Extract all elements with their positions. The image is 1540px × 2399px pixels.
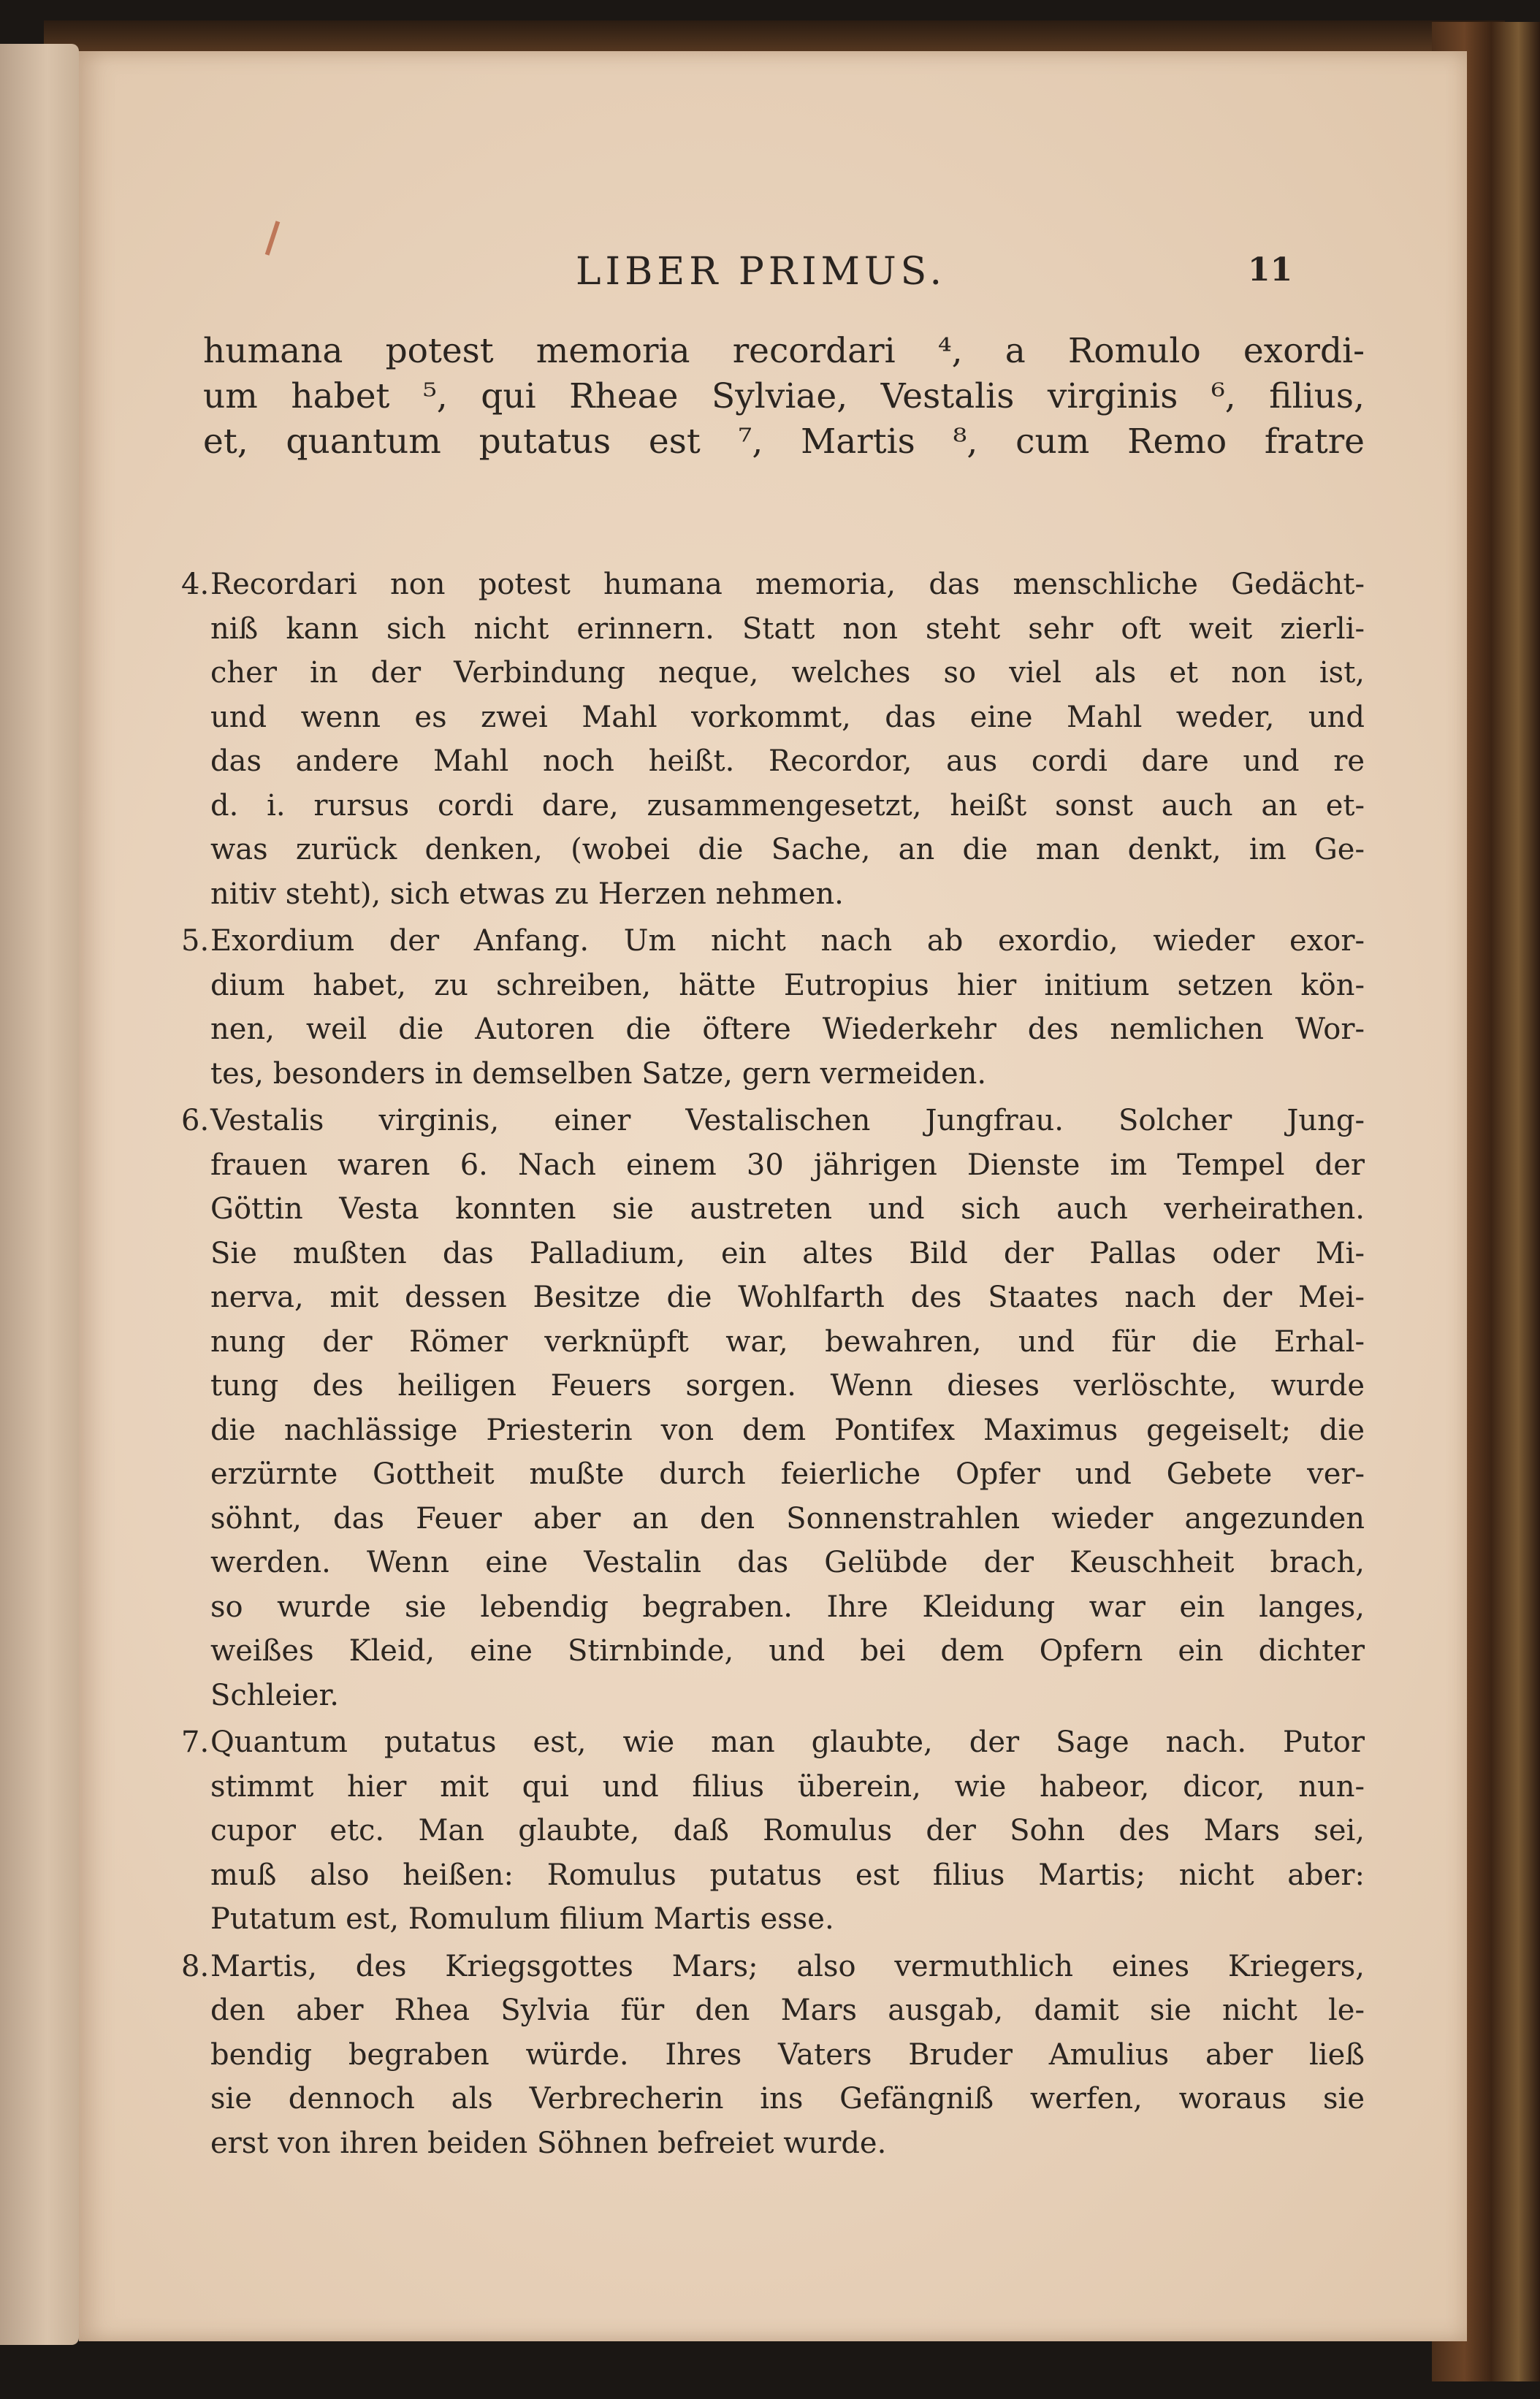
main-text-line: humana potest memoria recordari ⁴, a Romulo exordi- (203, 331, 1365, 371)
footnote-line: den aber Rhea Sylvia für den Mars ausgab, damit sie nicht le- (210, 1994, 1365, 2027)
footnote-number: 4. (181, 568, 210, 601)
footnote-line: muß also heißen: Romulus putatus est filius Martis; nicht aber: (210, 1858, 1365, 1892)
footnote-line: söhnt, das Feuer aber an den Sonnenstrahlen wieder angezunden (210, 1501, 1365, 1536)
footnote-7 (181, 1720, 1365, 1942)
footnote-line: Vestalis virginis, einer Vestalischen Jungfrau. Solcher Jung- (210, 1104, 1365, 1137)
footnote-line: nitiv steht), sich etwas zu Herzen nehmen. (210, 877, 844, 911)
footnote-line: das andere Mahl noch heißt. Recordor, aus cordi dare und re (210, 744, 1365, 778)
footnote-line: Putatum est, Romulum filium Martis esse. (210, 1902, 834, 1936)
footnote-4 (181, 562, 1365, 916)
footnote-line: Quantum putatus est, wie man glaubte, der Sage nach. Putor (210, 1725, 1365, 1759)
footnote-line: cupor etc. Man glaubte, daß Romulus der Sohn des Mars sei, (210, 1814, 1365, 1847)
footnote-line: was zurück denken, (wobei die Sache, an die man denkt, im Ge- (210, 833, 1365, 866)
footnote-line: bendig begraben würde. Ihres Vaters Bruder Amulius aber ließ (210, 2037, 1365, 2072)
footnote-line: cher in der Verbindung neque, welches so viel als et non ist, (210, 656, 1365, 690)
footnote-line: niß kann sich nicht erinnern. Statt non steht sehr oft weit zierli- (210, 611, 1365, 646)
footnote-line: d. i. rursus cordi dare, zusammengesetzt, heißt sonst auch an et- (210, 788, 1365, 823)
footnote-number: 7. (181, 1725, 210, 1759)
left-page-edge (0, 44, 79, 2345)
book-page (79, 51, 1467, 2341)
footnote-number: 6. (181, 1104, 210, 1137)
footnote-line: nerva, mit dessen Besitze die Wohlfarth des Staates nach der Mei- (210, 1281, 1365, 1314)
footnote-line: so wurde sie lebendig begraben. Ihre Kleidung war ein langes, (210, 1590, 1365, 1624)
main-text-line: um habet ⁵, qui Rheae Sylviae, Vestalis virginis ⁶, filius, (203, 376, 1365, 416)
footnote-line: weißes Kleid, eine Stirnbinde, und bei dem Opfern ein dichter (210, 1634, 1365, 1668)
footnote-5 (181, 919, 1365, 1096)
footnote-line: frauen waren 6. Nach einem 30 jährigen Dienste im Tempel der (210, 1148, 1365, 1182)
footnote-line: Exordium der Anfang. Um nicht nach ab exordio, wieder exor- (210, 924, 1365, 958)
footnote-line: Sie mußten das Palladium, ein altes Bild der Pallas oder Mi- (210, 1236, 1365, 1270)
footnote-line: die nachlässige Priesterin von dem Pontifex Maximus gegeiselt; die (210, 1413, 1365, 1447)
footnote-line: und wenn es zwei Mahl vorkommt, das eine Mahl weder, und (210, 700, 1365, 734)
footnote-line: Göttin Vesta konnten sie austreten und sich auch verheirathen. (210, 1192, 1365, 1226)
footnote-line: dium habet, zu schreiben, hätte Eutropius hier initium setzen kön- (210, 968, 1365, 1002)
main-text-line: et, quantum putatus est ⁷, Martis ⁸, cum Remo fratre (203, 422, 1365, 462)
footnote-8 (181, 1945, 1365, 2166)
footnote-number: 5. (181, 924, 210, 958)
page-header (79, 199, 1467, 294)
footnote-line: tung des heiligen Feuers sorgen. Wenn dieses verlöschte, wurde (210, 1369, 1365, 1403)
main-text (203, 329, 1365, 465)
footnote-line: tes, besonders in demselben Satze, gern vermeiden. (210, 1056, 987, 1091)
footnote-line: erst von ihren beiden Söhnen befreiet wurde. (210, 2126, 887, 2160)
running-title: LIBER PRIMUS. (576, 250, 946, 294)
footnotes (181, 562, 1365, 2168)
page-number: 11 (1248, 251, 1293, 289)
footnote-line: nung der Römer verknüpft war, bewahren, und für die Erhal- (210, 1324, 1365, 1359)
footnote-line: werden. Wenn eine Vestalin das Gelübde der Keuschheit brach, (210, 1546, 1365, 1579)
footnote-line: erzürnte Gottheit mußte durch feierliche Opfer und Gebete ver- (210, 1457, 1365, 1491)
footnote-line: Martis, des Kriegsgottes Mars; also vermuthlich eines Kriegers, (210, 1949, 1365, 1983)
footnote-6 (181, 1099, 1365, 1717)
footnote-line: Schleier. (210, 1678, 339, 1712)
footnote-line: sie dennoch als Verbrecherin ins Gefängniß werfen, woraus sie (210, 2082, 1365, 2116)
footnote-number: 8. (181, 1949, 210, 1983)
footnote-line: Recordari non potest humana memoria, das menschliche Gedächt- (210, 568, 1365, 601)
footnote-line: nen, weil die Autoren die öftere Wiederkehr des nemlichen Wor- (210, 1012, 1365, 1046)
footnote-line: stimmt hier mit qui und filius überein, wie habeor, dicor, nun- (210, 1769, 1365, 1804)
